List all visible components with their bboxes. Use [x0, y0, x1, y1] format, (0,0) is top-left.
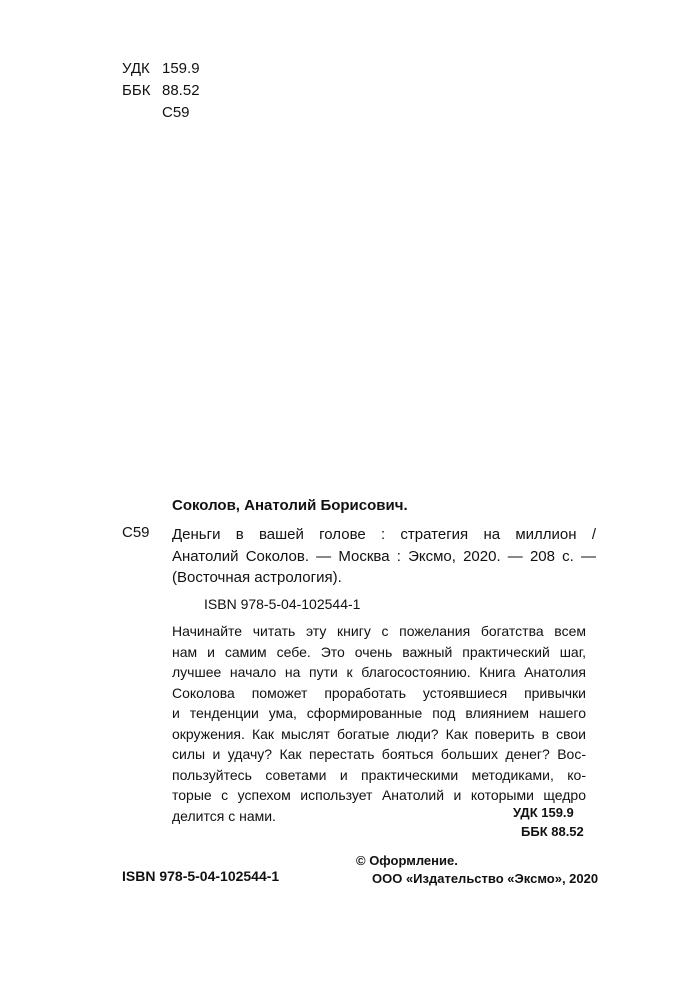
bibliographic-citation: [172, 524, 596, 589]
annotation-line: окружения. Как мыслят богатые люди? Как поверить в свои: [172, 725, 586, 742]
isbn-citation: ISBN 978-5-04-102544-1: [204, 596, 361, 612]
citation-line: Деньги в вашей голове : стратегия на миллион /: [172, 526, 596, 543]
citation-line: Анатолий Соколов. — Москва : Эксмо, 2020. — 208 с. —: [172, 547, 596, 565]
bbk-bottom: ББК 88.52: [521, 824, 584, 839]
bbk-label: ББК: [122, 82, 151, 99]
annotation-line: Соколова поможет проработать устоявшиеся привычки: [172, 684, 586, 701]
udk-value: 159.9: [162, 60, 200, 77]
copyright-publisher: ООО «Издательство «Эксмо», 2020: [372, 871, 599, 886]
annotation-line: лучшее начало на пути к благосостоянию. Книга Анатолия: [172, 664, 586, 680]
annotation-line: нам и самим себе. Это очень важный практический шаг,: [172, 643, 586, 660]
annotation-line: торые с успехом использует Анатолий и которыми щедро: [172, 787, 586, 803]
annotation-paragraph: [172, 621, 586, 826]
annotation-line: и тенденции ума, сформированные под влиянием нашего: [172, 705, 586, 721]
bbk-top: [122, 80, 200, 102]
bbk-value: 88.52: [162, 82, 200, 99]
udk-label: УДК: [122, 60, 150, 77]
citation-line: (Восточная астрология).: [172, 569, 342, 586]
udk-top: [122, 58, 200, 80]
annotation-line: силы и удачу? Как перестать бояться больших денег? Вос-: [172, 746, 586, 762]
annotation-line: делится с нами.: [172, 807, 276, 824]
author-sign-top: С59: [162, 104, 190, 121]
annotation-line: пользуйтесь советами и практическими методиками, ко-: [172, 766, 586, 783]
annotation-line: Начинайте читать эту книгу с пожелания богатства всем: [172, 623, 586, 639]
author-heading: Соколов, Анатолий Борисович.: [172, 497, 408, 514]
isbn-footer: ISBN 978-5-04-102544-1: [122, 868, 280, 884]
udk-bottom: УДК 159.9: [513, 805, 574, 820]
author-sign-citation: С59: [122, 524, 150, 541]
copyright-design: © Оформление.: [356, 853, 458, 868]
